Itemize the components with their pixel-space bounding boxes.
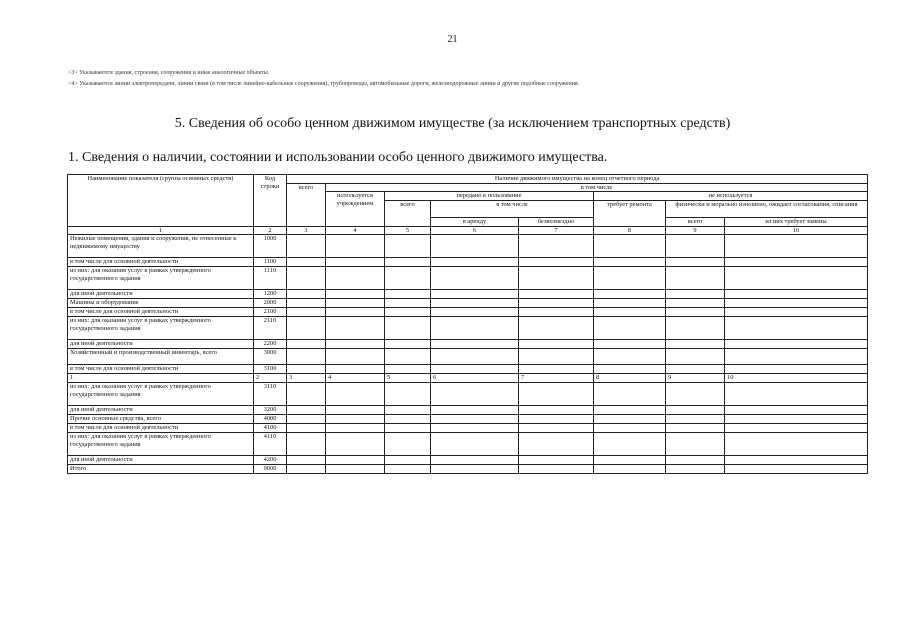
value-cell[interactable] (725, 424, 868, 433)
row-name: Прочие основные средства, всего (68, 415, 254, 424)
table-row (68, 235, 868, 258)
value-cell[interactable] (326, 340, 385, 349)
value-cell[interactable] (326, 424, 385, 433)
value-cell[interactable] (725, 415, 868, 424)
row-code: 2200 (254, 340, 287, 349)
value-cell[interactable] (666, 317, 725, 340)
value-cell[interactable] (385, 415, 431, 424)
subsection-title: 1. Сведения о наличии, состоянии и использовании особо ценного движимого имущества. (68, 150, 608, 165)
column-number-row (68, 374, 868, 383)
header-transferred: передано в пользование (385, 192, 594, 201)
header-obsolete: физически и морально изношено, ожидает согласования, списания (666, 201, 868, 218)
row-code: 3100 (254, 365, 287, 374)
value-cell[interactable] (431, 349, 519, 365)
header-obsolete-total: всего (666, 218, 725, 227)
value-cell[interactable] (326, 235, 385, 258)
value-cell[interactable] (431, 383, 519, 406)
value-cell[interactable] (594, 308, 666, 317)
value-cell[interactable] (519, 465, 594, 474)
value-cell[interactable] (385, 235, 431, 258)
row-code: 9000 (254, 465, 287, 474)
header-needs-replacement: из них требует замены (725, 218, 868, 227)
value-cell[interactable] (431, 267, 519, 290)
row-name: для иной деятельности (68, 290, 254, 299)
row-name: Машины и оборудование (68, 299, 254, 308)
value-cell[interactable] (519, 317, 594, 340)
value-cell[interactable] (431, 424, 519, 433)
value-cell[interactable] (519, 308, 594, 317)
value-cell[interactable] (385, 299, 431, 308)
value-cell[interactable] (666, 258, 725, 267)
row-code: 1110 (254, 267, 287, 290)
value-cell[interactable] (519, 299, 594, 308)
row-code: 4110 (254, 433, 287, 456)
value-cell[interactable] (725, 433, 868, 456)
row-name: для иной деятельности (68, 406, 254, 415)
value-cell[interactable] (519, 424, 594, 433)
table-row (68, 415, 868, 424)
table-row (68, 349, 868, 365)
column-number: 6 (431, 374, 519, 383)
value-cell[interactable] (326, 383, 385, 406)
value-cell[interactable] (594, 456, 666, 465)
value-cell[interactable] (287, 308, 326, 317)
value-cell[interactable] (594, 317, 666, 340)
table-row (68, 365, 868, 374)
header-including: в том числе (326, 183, 868, 192)
value-cell[interactable] (725, 290, 868, 299)
table-row (68, 465, 868, 474)
row-code: 4100 (254, 424, 287, 433)
table-row (68, 424, 868, 433)
value-cell[interactable] (725, 365, 868, 374)
value-cell[interactable] (431, 365, 519, 374)
value-cell[interactable] (385, 349, 431, 365)
value-cell[interactable] (666, 349, 725, 365)
value-cell[interactable] (666, 456, 725, 465)
value-cell[interactable] (385, 267, 431, 290)
value-cell[interactable] (594, 290, 666, 299)
header-lease: в аренду (431, 218, 519, 227)
value-cell[interactable] (666, 340, 725, 349)
row-name: из них: для оказания услуг в рамках утвержденного государственного задания (68, 267, 254, 290)
column-number: 8 (594, 226, 666, 235)
column-number: 3 (287, 226, 326, 235)
header-used-by-institution: используется учреждением (326, 192, 385, 226)
column-number: 9 (666, 374, 725, 383)
column-number: 10 (725, 374, 868, 383)
value-cell[interactable] (287, 465, 326, 474)
header-total: всего (287, 183, 326, 226)
value-cell[interactable] (519, 415, 594, 424)
value-cell[interactable] (326, 349, 385, 365)
value-cell[interactable] (519, 383, 594, 406)
value-cell[interactable] (666, 290, 725, 299)
value-cell[interactable] (326, 290, 385, 299)
value-cell[interactable] (431, 258, 519, 267)
row-code: 2000 (254, 299, 287, 308)
column-number: 4 (326, 374, 385, 383)
column-number: 9 (666, 226, 725, 235)
row-code: 3000 (254, 349, 287, 365)
table-row (68, 383, 868, 406)
value-cell[interactable] (519, 340, 594, 349)
table-row (68, 267, 868, 290)
row-name: в том числе для основной деятельности (68, 365, 254, 374)
value-cell[interactable] (519, 258, 594, 267)
value-cell[interactable] (431, 433, 519, 456)
header-needs-repair: требует ремонта (594, 201, 666, 227)
value-cell[interactable] (326, 433, 385, 456)
value-cell[interactable] (666, 267, 725, 290)
value-cell[interactable] (725, 299, 868, 308)
value-cell[interactable] (287, 383, 326, 406)
value-cell[interactable] (326, 406, 385, 415)
column-number: 10 (725, 226, 868, 235)
value-cell[interactable] (287, 349, 326, 365)
value-cell[interactable] (666, 424, 725, 433)
value-cell[interactable] (519, 267, 594, 290)
value-cell[interactable] (594, 299, 666, 308)
column-number: 2 (254, 374, 287, 383)
value-cell[interactable] (594, 424, 666, 433)
value-cell[interactable] (431, 290, 519, 299)
header-indicator: Наименование показателя (группа основных средств) (68, 175, 254, 227)
row-code: 1000 (254, 235, 287, 258)
value-cell[interactable] (666, 299, 725, 308)
value-cell[interactable] (594, 349, 666, 365)
column-number: 4 (326, 226, 385, 235)
value-cell[interactable] (287, 258, 326, 267)
value-cell[interactable] (431, 406, 519, 415)
column-number: 7 (519, 226, 594, 235)
value-cell[interactable] (431, 456, 519, 465)
row-name: из них: для оказания услуг в рамках утвержденного государственного задания (68, 383, 254, 406)
value-cell[interactable] (326, 258, 385, 267)
row-name: Итого (68, 465, 254, 474)
table-row (68, 317, 868, 340)
row-code: 4000 (254, 415, 287, 424)
value-cell[interactable] (385, 433, 431, 456)
value-cell[interactable] (385, 308, 431, 317)
value-cell[interactable] (287, 365, 326, 374)
value-cell[interactable] (287, 290, 326, 299)
value-cell[interactable] (519, 235, 594, 258)
value-cell[interactable] (666, 308, 725, 317)
value-cell[interactable] (385, 317, 431, 340)
table-row (68, 340, 868, 349)
value-cell[interactable] (385, 258, 431, 267)
value-cell[interactable] (725, 317, 868, 340)
value-cell[interactable] (385, 290, 431, 299)
value-cell[interactable] (725, 267, 868, 290)
row-name: для иной деятельности (68, 340, 254, 349)
value-cell[interactable] (287, 424, 326, 433)
value-cell[interactable] (594, 433, 666, 456)
value-cell[interactable] (594, 365, 666, 374)
header-not-used: не используется (594, 192, 868, 201)
row-code: 4200 (254, 456, 287, 465)
value-cell[interactable] (725, 340, 868, 349)
column-number: 6 (431, 226, 519, 235)
value-cell[interactable] (519, 290, 594, 299)
value-cell[interactable] (431, 308, 519, 317)
value-cell[interactable] (519, 349, 594, 365)
value-cell[interactable] (594, 340, 666, 349)
value-cell[interactable] (519, 456, 594, 465)
value-cell[interactable] (594, 415, 666, 424)
value-cell[interactable] (385, 406, 431, 415)
value-cell[interactable] (594, 383, 666, 406)
column-number: 1 (68, 374, 254, 383)
value-cell[interactable] (594, 406, 666, 415)
value-cell[interactable] (326, 365, 385, 374)
row-name: из них: для оказания услуг в рамках утвержденного государственного задания (68, 433, 254, 456)
row-name: в том числе для основной деятельности (68, 308, 254, 317)
value-cell[interactable] (326, 415, 385, 424)
column-number: 1 (68, 226, 254, 235)
value-cell[interactable] (431, 415, 519, 424)
value-cell[interactable] (725, 406, 868, 415)
value-cell[interactable] (287, 415, 326, 424)
header-availability: Наличие движимого имущества на конец отчетного периода (287, 175, 868, 184)
value-cell[interactable] (594, 267, 666, 290)
value-cell[interactable] (385, 465, 431, 474)
value-cell[interactable] (666, 365, 725, 374)
value-cell[interactable] (725, 349, 868, 365)
row-code: 2110 (254, 317, 287, 340)
value-cell[interactable] (287, 317, 326, 340)
column-number-row (68, 226, 868, 235)
header-code: Код строки (254, 175, 287, 227)
table-row (68, 406, 868, 415)
value-cell[interactable] (594, 465, 666, 474)
row-code: 1100 (254, 258, 287, 267)
row-name: в том числе для основной деятельности (68, 258, 254, 267)
row-code: 3200 (254, 406, 287, 415)
value-cell[interactable] (666, 433, 725, 456)
table-row (68, 299, 868, 308)
value-cell[interactable] (725, 235, 868, 258)
row-name: Хозяйственный и производственный инвентарь, всего (68, 349, 254, 365)
value-cell[interactable] (287, 299, 326, 308)
value-cell[interactable] (519, 433, 594, 456)
value-cell[interactable] (725, 383, 868, 406)
value-cell[interactable] (666, 415, 725, 424)
value-cell[interactable] (519, 406, 594, 415)
page-number: 21 (447, 34, 458, 45)
value-cell[interactable] (385, 383, 431, 406)
value-cell[interactable] (725, 465, 868, 474)
value-cell[interactable] (666, 465, 725, 474)
footnote-3: <3> Указываются здания, строения, сооружения и иные аналогичные объекты. (68, 70, 270, 76)
header-transferred-including: в том числе (431, 201, 594, 218)
value-cell[interactable] (326, 465, 385, 474)
table-row (68, 308, 868, 317)
value-cell[interactable] (431, 299, 519, 308)
value-cell[interactable] (666, 383, 725, 406)
value-cell[interactable] (725, 308, 868, 317)
row-code: 3110 (254, 383, 287, 406)
value-cell[interactable] (431, 465, 519, 474)
value-cell[interactable] (385, 456, 431, 465)
column-number: 7 (519, 374, 594, 383)
value-cell[interactable] (326, 317, 385, 340)
table-row (68, 433, 868, 456)
value-cell[interactable] (287, 267, 326, 290)
row-code: 2100 (254, 308, 287, 317)
property-table (67, 174, 868, 474)
row-name: из них: для оказания услуг в рамках утвержденного государственного задания (68, 317, 254, 340)
column-number: 8 (594, 374, 666, 383)
value-cell[interactable] (326, 299, 385, 308)
table-row (68, 258, 868, 267)
row-code: 1200 (254, 290, 287, 299)
column-number: 5 (385, 226, 431, 235)
value-cell[interactable] (431, 317, 519, 340)
table-row (68, 456, 868, 465)
value-cell[interactable] (725, 456, 868, 465)
value-cell[interactable] (519, 365, 594, 374)
section-title: 5. Сведения об особо ценном движимом имуществе (за исключением транспортных средств) (174, 116, 731, 131)
value-cell[interactable] (385, 340, 431, 349)
value-cell[interactable] (287, 456, 326, 465)
column-number: 2 (254, 226, 287, 235)
column-number: 5 (385, 374, 431, 383)
value-cell[interactable] (385, 365, 431, 374)
value-cell[interactable] (287, 406, 326, 415)
header-transferred-total: всего (385, 201, 431, 227)
value-cell[interactable] (666, 406, 725, 415)
value-cell[interactable] (666, 235, 725, 258)
value-cell[interactable] (326, 456, 385, 465)
value-cell[interactable] (287, 433, 326, 456)
row-name: Нежилые помещения, здания и сооружения, не отнесенные к недвижимому имуществу (68, 235, 254, 258)
value-cell[interactable] (287, 235, 326, 258)
value-cell[interactable] (594, 258, 666, 267)
row-name: для иной деятельности (68, 456, 254, 465)
value-cell[interactable] (725, 258, 868, 267)
footnote-4: <4> Указываются линии электропередачи, линии связи (в том числе линейно-кабельные сооружения), трубопроводы, автомобильные дороги, железнодорожные линии и другие подобные сооружения. (68, 81, 580, 87)
value-cell[interactable] (594, 235, 666, 258)
value-cell[interactable] (326, 308, 385, 317)
value-cell[interactable] (431, 235, 519, 258)
value-cell[interactable] (326, 267, 385, 290)
value-cell[interactable] (287, 340, 326, 349)
row-name: в том числе для основной деятельности (68, 424, 254, 433)
table-row (68, 290, 868, 299)
value-cell[interactable] (431, 340, 519, 349)
header-free: безвозмездно (519, 218, 594, 227)
value-cell[interactable] (385, 424, 431, 433)
column-number: 3 (287, 374, 326, 383)
